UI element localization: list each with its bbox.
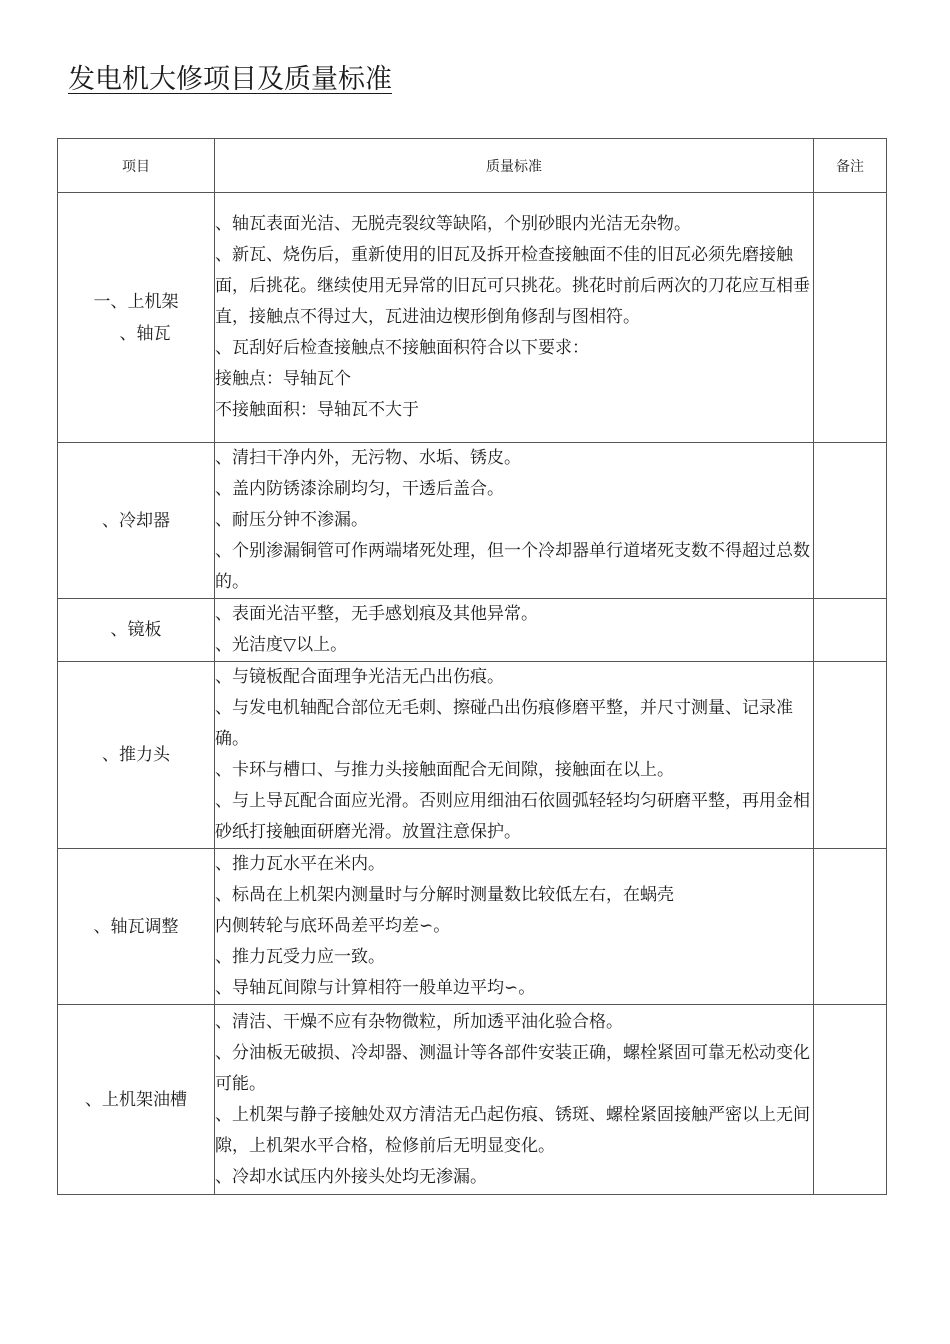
standard-line: 、与上导瓦配合面应光滑。否则应用细油石依圆弧轻轻均匀研磨平整，再用金相砂纸打接触面研磨光滑。放置注意保护。 [215, 791, 810, 842]
item-label: 、轴瓦调整 [93, 916, 179, 937]
standard-cell [215, 849, 814, 1005]
note-cell [814, 1005, 887, 1195]
standard-line: 、清扫干净内外，无污物、水垢、锈皮。 [215, 448, 521, 468]
standard-cell [215, 443, 814, 599]
item-cell [58, 849, 215, 1005]
standard-line: 、分油板无破损、冷却器、测温计等各部件安装正确，螺栓紧固可靠无松动变化可能。 [215, 1042, 810, 1094]
item-label: 一、上机架 [93, 291, 179, 312]
item-cell [58, 599, 215, 662]
standard-line: 、卡环与槽口、与推力头接触面配合无间隙，接触面在以上。 [215, 760, 674, 780]
standard-cell [215, 599, 814, 662]
note-cell [814, 662, 887, 849]
standard-line: 、标咼在上机架内测量时与分解时测量数比较低左右，在蜗壳 [215, 885, 674, 905]
table-row [58, 849, 887, 1005]
item-label: 、推力头 [102, 745, 170, 765]
standard-line: 、表面光洁平整，无手感划痕及其他异常。 [215, 604, 538, 624]
page-title: 发电机大修项目及质量标准 [68, 64, 392, 95]
item-cell [58, 443, 215, 599]
standard-line: 、清洁、干燥不应有杂物微粒，所加透平油化验合格。 [215, 1011, 623, 1032]
standard-line: 、耐压分钟不渗漏。 [215, 510, 368, 530]
item-cell [58, 662, 215, 849]
standard-cell [215, 662, 814, 849]
note-cell [814, 599, 887, 662]
standard-line: 、新瓦、烧伤后，重新使用的旧瓦及拆开检查接触面不佳的旧瓦必须先磨接触面，后挑花。继续使用无异常的旧瓦可只挑花。挑花时前后两次的刀花应互相垂直，接触点不得过大，瓦进油边楔形倒角修刮与图相符。 [215, 245, 810, 327]
item-cell [58, 1005, 215, 1195]
standard-cell [215, 193, 814, 443]
item-label: 、冷却器 [102, 510, 170, 531]
standard-line: 不接触面积：导轴瓦不大于 [215, 400, 419, 420]
standard-line: 、个别渗漏铜管可作两端堵死处理，但一个冷却器单行道堵死支数不得超过总数的。 [215, 541, 810, 592]
standard-cell [215, 1005, 814, 1195]
header-standard: 质量标准 [215, 139, 814, 193]
item-label: 、轴瓦 [119, 323, 171, 344]
standard-line: 、与镜板配合面理争光洁无凸出伤痕。 [215, 667, 504, 687]
table-row [58, 443, 887, 599]
item-label: 、上机架油槽 [85, 1089, 187, 1110]
table-row [58, 193, 887, 443]
table-row [58, 662, 887, 849]
item-label: 、镜板 [110, 620, 162, 640]
table-header-row [58, 139, 887, 193]
table-body [58, 193, 887, 1195]
standard-line: 、盖内防锈漆涂刷均匀，干透后盖合。 [215, 479, 504, 499]
table-row [58, 1005, 887, 1195]
standard-line: 、导轴瓦间隙与计算相符一般单边平均∽。 [215, 978, 536, 998]
standard-line: 、瓦刮好后检查接触点不接触面积符合以下要求： [215, 338, 589, 358]
standard-line: 、与发电机轴配合部位无毛刺、擦碰凸出伤痕修磨平整，并尺寸测量、记录准确。 [215, 698, 793, 749]
note-cell [814, 849, 887, 1005]
standard-line: 内侧转轮与底环咼差平均差∽。 [215, 916, 451, 936]
standard-line: 、推力瓦受力应一致。 [215, 947, 385, 967]
standard-line: 接触点：导轴瓦个 [215, 369, 351, 389]
note-cell [814, 193, 887, 443]
standard-line: 、推力瓦水平在米内。 [215, 854, 385, 874]
standard-line: 、光洁度▽以上。 [215, 635, 348, 655]
item-cell [58, 193, 215, 443]
header-item: 项目 [58, 139, 215, 193]
standard-line: 、轴瓦表面光洁、无脱壳裂纹等缺陷，个别砂眼内光洁无杂物。 [215, 214, 691, 234]
standard-line: 、上机架与静子接触处双方清洁无凸起伤痕、锈斑、螺栓紧固接触严密以上无间隙，上机架水平合格，检修前后无明显变化。 [215, 1104, 810, 1156]
note-cell [814, 443, 887, 599]
quality-standard-table [57, 138, 887, 1195]
header-note: 备注 [814, 139, 887, 193]
table-row [58, 599, 887, 662]
standard-line: 、冷却水试压内外接头处均无渗漏。 [215, 1166, 487, 1187]
